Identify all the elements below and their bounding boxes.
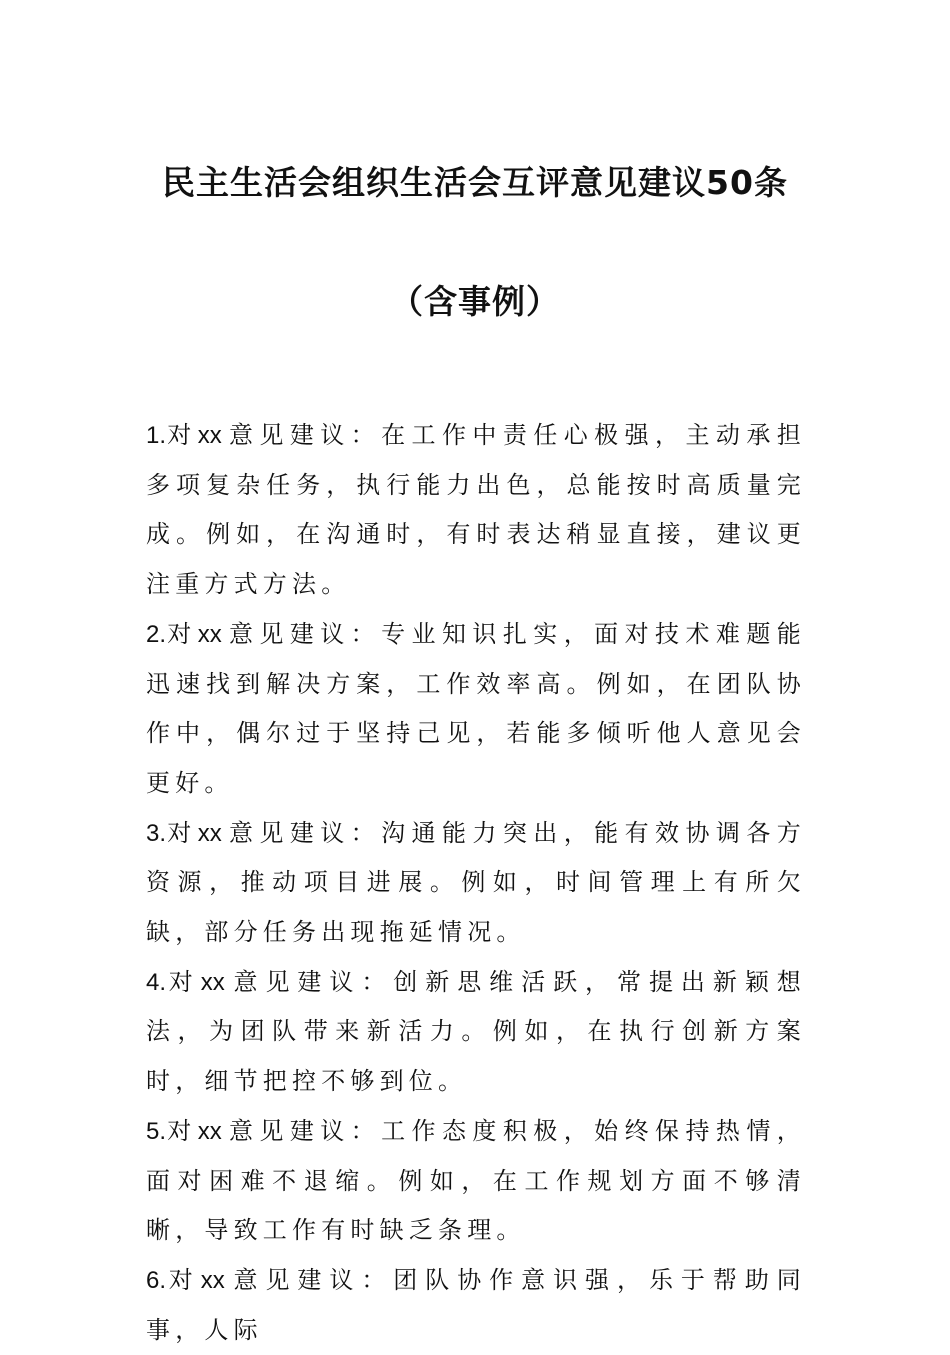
list-item bbox=[146, 958, 806, 1107]
document-title: 民主生活会组织生活会互评意见建议50条 bbox=[162, 163, 788, 202]
item-lead: 对 bbox=[166, 967, 201, 996]
list-item bbox=[146, 1107, 806, 1256]
item-lead: 对 bbox=[166, 1116, 198, 1145]
item-number: 3. bbox=[146, 819, 167, 847]
item-text: 意见建议：团队协作意识强，乐于帮助同事，人际 bbox=[146, 1265, 806, 1344]
document-subtitle: （含事例） bbox=[390, 282, 560, 321]
item-number: 4. bbox=[146, 968, 167, 996]
list-item bbox=[146, 1256, 806, 1355]
item-text: 意见建议：工作态度积极，始终保持热情，面对困难不退缩。例如，在工作规划方面不够清晰，导致工作有时缺乏条理。 bbox=[146, 1116, 806, 1245]
item-lead: 对 bbox=[166, 619, 198, 648]
item-text: 意见建议：沟通能力突出，能有效协调各方资源，推动项目进展。例如，时间管理上有所欠缺，部分任务出现拖延情况。 bbox=[146, 818, 806, 947]
item-number: 1. bbox=[146, 422, 167, 449]
item-person: xx bbox=[197, 422, 222, 449]
item-person: xx bbox=[197, 620, 222, 648]
item-person: xx bbox=[197, 1117, 222, 1145]
list-item bbox=[146, 610, 806, 809]
item-number: 2. bbox=[146, 620, 167, 648]
item-text: 意见建议：创新思维活跃，常提出新颖想法，为团队带来新活力。例如，在执行创新方案时，细节把控不够到位。 bbox=[146, 967, 806, 1096]
document-body bbox=[146, 411, 806, 1355]
item-lead: 对 bbox=[166, 421, 198, 449]
item-person: xx bbox=[197, 819, 222, 847]
item-person: xx bbox=[200, 968, 225, 996]
item-number: 5. bbox=[146, 1117, 167, 1145]
item-number: 6. bbox=[146, 1266, 167, 1294]
item-lead: 对 bbox=[166, 1265, 201, 1294]
item-text: 意见建议：专业知识扎实，面对技术难题能迅速找到解决方案，工作效率高。例如，在团队协作中，偶尔过于坚持己见，若能多倾听他人意见会更好。 bbox=[146, 619, 806, 797]
list-item bbox=[146, 809, 806, 958]
item-text: 意见建议：在工作中责任心极强，主动承担多项复杂任务，执行能力出色，总能按时高质量完成。例如，在沟通时，有时表达稍显直接，建议更注重方式方法。 bbox=[146, 421, 806, 599]
item-lead: 对 bbox=[166, 818, 198, 847]
item-person: xx bbox=[200, 1266, 225, 1294]
list-item bbox=[146, 411, 806, 610]
